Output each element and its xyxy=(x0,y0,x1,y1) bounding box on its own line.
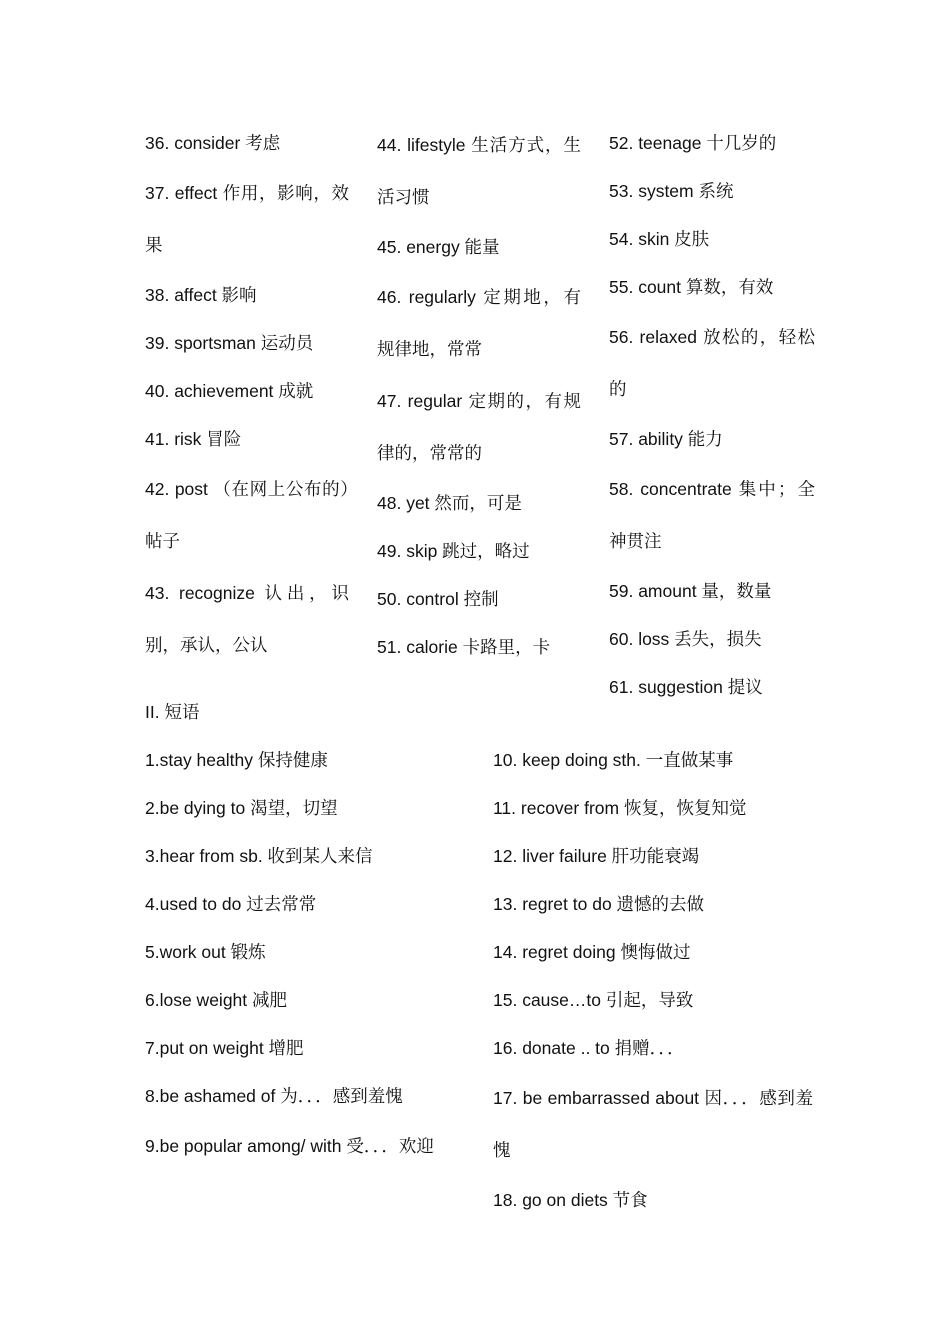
vocab-entry: 58. concentrate 集中；全神贯注 xyxy=(609,479,815,551)
vocab-entry: 52. teenage 十几岁的 xyxy=(609,133,777,153)
vocab-entry: 61. suggestion 提议 xyxy=(609,677,763,697)
phrase-entry: 1.stay healthy 保持健康 xyxy=(145,750,328,770)
section-heading: II. 短语 xyxy=(145,702,200,722)
phrase-entry: 11. recover from 恢复，恢复知觉 xyxy=(493,798,747,818)
phrase-entry: 3.hear from sb. 收到某人来信 xyxy=(145,846,373,866)
vocab-entry: 51. calorie 卡路里，卡 xyxy=(377,637,551,657)
vocab-entry: 36. consider 考虑 xyxy=(145,133,281,153)
phrase-entry: 8.be ashamed of 为．．．感到羞愧 xyxy=(145,1086,403,1106)
phrase-entry: 13. regret to do 遗憾的去做 xyxy=(493,894,705,914)
vocab-entry: 59. amount 量，数量 xyxy=(609,581,772,601)
phrase-entry: 12. liver failure 肝功能衰竭 xyxy=(493,846,700,866)
phrase-entry: 14. regret doing 懊悔做过 xyxy=(493,942,691,962)
vocab-entry: 60. loss 丢失，损失 xyxy=(609,629,762,649)
phrase-list xyxy=(145,736,825,1224)
vocabulary-column-2 xyxy=(377,119,609,711)
phrase-entry: 6.lose weight 减肥 xyxy=(145,990,288,1010)
vocab-entry: 54. skin 皮肤 xyxy=(609,229,710,249)
vocab-entry: 37. effect 作用，影响，效果 xyxy=(145,183,349,255)
phrase-entry: 15. cause…to 引起，导致 xyxy=(493,990,694,1010)
vocab-entry: 45. energy 能量 xyxy=(377,237,500,257)
phrase-entry: 9.be popular among/ with 受．．．欢迎 xyxy=(145,1136,434,1156)
phrase-entry: 2.be dying to 渴望，切望 xyxy=(145,798,338,818)
vocabulary-column-1 xyxy=(145,119,377,711)
vocab-entry: 42. post （在网上公布的）帖子 xyxy=(145,479,349,551)
phrase-entry: 4.used to do 过去常常 xyxy=(145,894,317,914)
phrase-entry: 17. be embarrassed about 因．．．感到羞愧 xyxy=(493,1088,813,1160)
vocab-entry: 56. relaxed 放松的，轻松的 xyxy=(609,327,815,399)
vocab-entry: 38. affect 影响 xyxy=(145,285,257,305)
vocab-entry: 46. regularly 定期地，有规律地，常常 xyxy=(377,287,581,359)
vocab-entry: 47. regular 定期的，有规律的，常常的 xyxy=(377,391,581,463)
vocab-entry: 53. system 系统 xyxy=(609,181,734,201)
phrase-entry: 18. go on diets 节食 xyxy=(493,1190,648,1210)
phrase-column-right xyxy=(493,736,813,1224)
vocab-entry: 39. sportsman 运动员 xyxy=(145,333,314,353)
vocab-entry: 49. skip 跳过，略过 xyxy=(377,541,530,561)
phrase-entry: 16. donate .. to 捐赠．．． xyxy=(493,1038,685,1058)
vocab-entry: 48. yet 然而，可是 xyxy=(377,493,522,513)
vocabulary-column-3 xyxy=(609,119,825,711)
vocabulary-list xyxy=(145,119,825,711)
phrase-entry: 10. keep doing sth. 一直做某事 xyxy=(493,750,734,770)
phrase-entry: 7.put on weight 增肥 xyxy=(145,1038,304,1058)
vocab-entry: 57. ability 能力 xyxy=(609,429,723,449)
vocab-entry: 50. control 控制 xyxy=(377,589,499,609)
vocab-entry: 44. lifestyle 生活方式，生活习惯 xyxy=(377,135,581,207)
phrase-entry: 5.work out 锻炼 xyxy=(145,942,266,962)
vocab-entry: 40. achievement 成就 xyxy=(145,381,314,401)
vocab-entry: 43. recognize 认出，识别，承认，公认 xyxy=(145,583,349,655)
phrase-column-left xyxy=(145,736,493,1224)
vocab-entry: 41. risk 冒险 xyxy=(145,429,242,449)
vocab-entry: 55. count 算数，有效 xyxy=(609,277,774,297)
